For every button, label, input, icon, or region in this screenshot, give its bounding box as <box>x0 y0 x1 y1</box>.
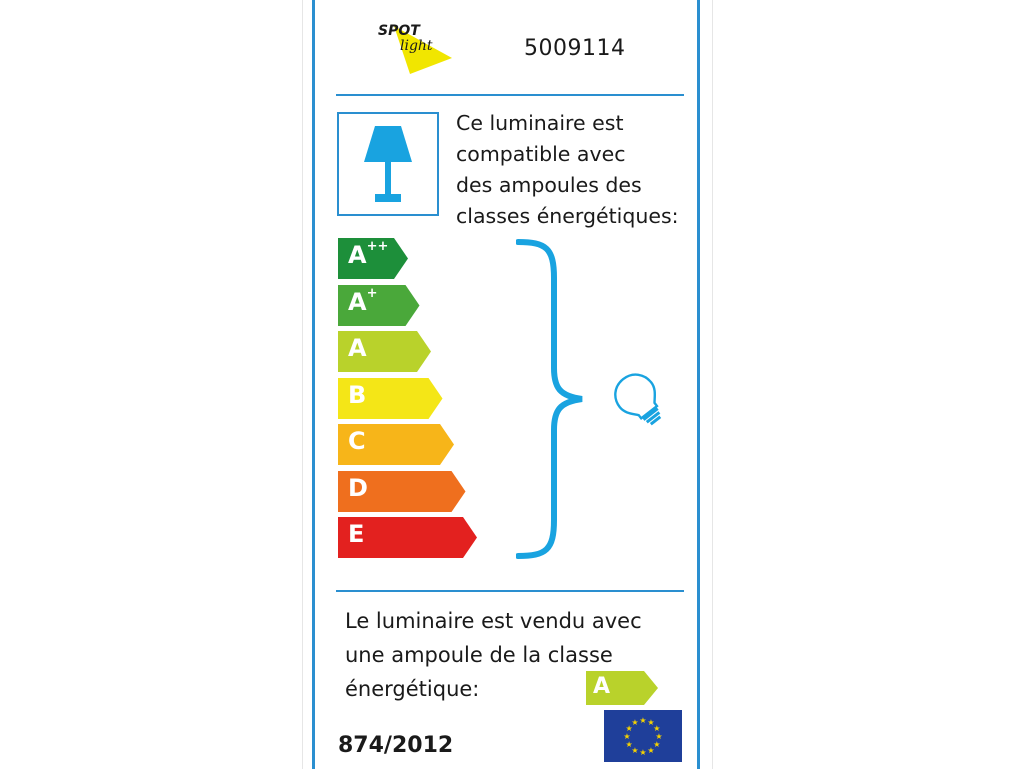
energy-class-label: A+ <box>348 285 378 316</box>
light-bulb-icon <box>608 370 672 428</box>
energy-class-label: C <box>348 427 366 455</box>
eu-flag-icon <box>604 710 682 762</box>
divider-top <box>336 94 684 96</box>
energy-class-arrow <box>338 331 431 372</box>
energy-class-label: E <box>348 520 365 548</box>
eu-star: ★ <box>631 718 639 728</box>
spotlight-logo <box>376 18 456 76</box>
page-edge-right <box>712 0 713 769</box>
compat-line-4: classes énergétiques: <box>456 204 679 228</box>
compat-line-1: Ce luminaire est <box>456 111 624 135</box>
compat-line-3: des ampoules des <box>456 173 642 197</box>
eu-star: ★ <box>653 724 661 733</box>
eu-star: ★ <box>631 745 639 755</box>
eu-star: ★ <box>653 740 661 749</box>
brace-icon <box>516 238 586 560</box>
compatibility-text <box>456 108 696 232</box>
logo-text-spot: SPOT <box>378 23 420 39</box>
divider-bottom <box>336 590 684 592</box>
eu-star: ★ <box>647 745 655 755</box>
sold-class-arrow <box>586 671 660 705</box>
eu-star: ★ <box>655 732 663 741</box>
energy-class-arrow <box>338 378 443 419</box>
eu-star: ★ <box>625 724 633 733</box>
lamp-icon-box <box>337 112 439 216</box>
energy-class-label: A <box>348 334 367 362</box>
table-lamp-icon <box>339 114 437 214</box>
energy-class-label: D <box>348 473 368 502</box>
energy-class-arrow <box>338 424 454 465</box>
page-edge-left <box>302 0 303 769</box>
eu-star: ★ <box>639 748 647 757</box>
eu-star: ★ <box>639 716 647 725</box>
sold-line-2: une ampoule de la classe <box>345 643 613 667</box>
sold-line-1: Le luminaire est vendu avec <box>345 609 642 633</box>
product-code: 5009114 <box>524 36 626 61</box>
compat-line-2: compatible avec <box>456 142 626 166</box>
energy-class-arrow <box>338 285 420 326</box>
energy-class-arrow <box>338 517 477 558</box>
eu-star: ★ <box>623 732 631 741</box>
energy-class-label: A++ <box>348 239 389 269</box>
eu-star: ★ <box>625 740 633 749</box>
energy-class-label: B <box>348 380 367 409</box>
regulation-number: 874/2012 <box>338 733 454 758</box>
sold-class-letter: A <box>593 674 611 699</box>
energy-class-arrow <box>338 471 466 512</box>
eu-star: ★ <box>647 718 655 728</box>
logo-text-light: light <box>400 38 433 54</box>
sold-line-3: énergétique: <box>345 677 480 701</box>
energy-class-arrow <box>338 238 408 279</box>
